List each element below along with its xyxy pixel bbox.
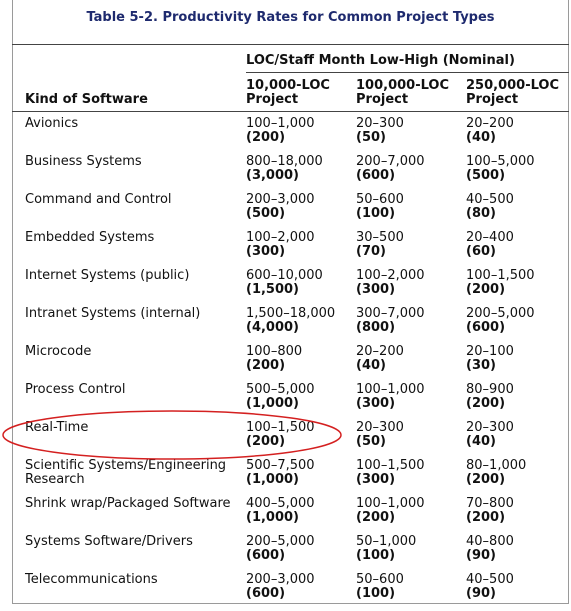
kind-of-software: Business Systems: [25, 154, 142, 169]
productivity-cell: [466, 345, 514, 373]
table-row: [0, 345, 571, 383]
nominal-value: (100): [356, 206, 396, 221]
column-header-line1: 100,000-LOC: [356, 78, 450, 93]
range-value: 100–5,000: [466, 154, 535, 169]
kind-of-software: Microcode: [25, 344, 92, 359]
kind-of-software: Scientific Systems/Engineering Research: [25, 458, 227, 487]
range-value: 100–1,500: [356, 458, 425, 473]
nominal-value: (200): [246, 358, 286, 373]
productivity-cell: [466, 421, 514, 449]
range-value: 80–1,000: [466, 458, 527, 473]
productivity-cell: [246, 117, 315, 145]
nominal-value: (90): [466, 586, 496, 601]
productivity-cell: [356, 497, 425, 525]
range-value: 20–300: [466, 420, 514, 435]
productivity-cell: [356, 155, 425, 183]
productivity-cell: [356, 459, 425, 487]
productivity-cell: [246, 193, 315, 221]
productivity-cell: [356, 117, 404, 145]
range-value: 40–500: [466, 192, 514, 207]
kind-of-software: Command and Control: [25, 192, 172, 207]
title-divider: [12, 44, 569, 45]
table-title: Table 5-2. Productivity Rates for Common Project Types: [86, 10, 495, 25]
productivity-cell: [466, 117, 514, 145]
productivity-cell: [246, 307, 335, 335]
productivity-cell: [356, 193, 404, 221]
productivity-cell: [246, 535, 315, 563]
nominal-value: (1,000): [246, 396, 300, 411]
productivity-cell: [466, 269, 535, 297]
range-value: 200–3,000: [246, 192, 315, 207]
table-row: [0, 117, 571, 155]
productivity-cell: [466, 535, 514, 563]
range-value: 100–1,000: [356, 496, 425, 511]
nominal-value: (200): [246, 130, 286, 145]
productivity-cell: [356, 307, 425, 335]
group-header-divider: [246, 72, 569, 73]
nominal-value: (300): [356, 396, 396, 411]
nominal-value: (50): [356, 434, 386, 449]
table-row: [0, 383, 571, 421]
productivity-cell: [466, 231, 514, 259]
table-row: [0, 535, 571, 573]
nominal-value: (600): [466, 320, 506, 335]
nominal-value: (200): [246, 434, 286, 449]
productivity-cell: [246, 497, 315, 525]
range-value: 50–600: [356, 572, 404, 587]
column-header-100k: [356, 79, 449, 107]
range-value: 50–600: [356, 192, 404, 207]
nominal-value: (200): [356, 510, 396, 525]
nominal-value: (600): [356, 168, 396, 183]
nominal-value: (4,000): [246, 320, 300, 335]
range-value: 1,500–18,000: [246, 306, 336, 321]
table-row: [0, 421, 571, 459]
range-value: 500–7,500: [246, 458, 315, 473]
nominal-value: (600): [246, 586, 286, 601]
nominal-value: (500): [246, 206, 286, 221]
nominal-value: (200): [466, 282, 506, 297]
kind-of-software: Intranet Systems (internal): [25, 306, 201, 321]
productivity-cell: [246, 383, 315, 411]
nominal-value: (80): [466, 206, 496, 221]
productivity-cell: [246, 573, 315, 601]
range-value: 100–1,500: [466, 268, 535, 283]
nominal-value: (40): [466, 130, 496, 145]
range-value: 600–10,000: [246, 268, 323, 283]
table-row: [0, 307, 571, 345]
range-value: 40–500: [466, 572, 514, 587]
column-header-10k: [246, 79, 330, 107]
kind-of-software: Process Control: [25, 382, 126, 397]
nominal-value: (200): [466, 510, 506, 525]
nominal-value: (3,000): [246, 168, 300, 183]
range-value: 40–800: [466, 534, 514, 549]
table-row: [0, 269, 571, 307]
range-value: 400–5,000: [246, 496, 315, 511]
productivity-cell: [246, 231, 315, 259]
column-header-line2: Project: [246, 92, 299, 107]
range-value: 80–900: [466, 382, 514, 397]
range-value: 20–200: [466, 116, 514, 131]
productivity-cell: [356, 535, 416, 563]
header-divider: [12, 111, 569, 112]
range-value: 300–7,000: [356, 306, 425, 321]
nominal-value: (1,500): [246, 282, 300, 297]
column-header-line2: Project: [356, 92, 409, 107]
productivity-cell: [246, 345, 302, 373]
kind-of-software: Internet Systems (public): [25, 268, 190, 283]
nominal-value: (100): [356, 548, 396, 563]
productivity-cell: [356, 573, 404, 601]
kind-of-software: Shrink wrap/Packaged Software: [25, 496, 231, 511]
nominal-value: (50): [356, 130, 386, 145]
productivity-cell: [466, 383, 514, 411]
column-header-250k: [466, 79, 559, 107]
nominal-value: (300): [356, 282, 396, 297]
range-value: 30–500: [356, 230, 404, 245]
column-header-line1: 250,000-LOC: [466, 78, 560, 93]
table-row: [0, 497, 571, 535]
range-value: 100–1,000: [356, 382, 425, 397]
productivity-cell: [246, 269, 323, 297]
range-value: 20–200: [356, 344, 404, 359]
range-value: 20–300: [356, 420, 404, 435]
nominal-value: (600): [246, 548, 286, 563]
table-row: [0, 459, 571, 497]
range-value: 100–800: [246, 344, 303, 359]
nominal-value: (500): [466, 168, 506, 183]
range-value: 20–100: [466, 344, 514, 359]
range-value: 200–7,000: [356, 154, 425, 169]
kind-of-software: Systems Software/Drivers: [25, 534, 193, 549]
column-header-line2: Project: [466, 92, 519, 107]
nominal-value: (40): [356, 358, 386, 373]
range-value: 20–400: [466, 230, 514, 245]
kind-of-software: Real-Time: [25, 420, 89, 435]
kind-of-software: Embedded Systems: [25, 230, 155, 245]
table-row: [0, 231, 571, 269]
productivity-cell: [466, 307, 535, 335]
group-header: LOC/Staff Month Low-High (Nominal): [246, 53, 515, 68]
table-row: [0, 155, 571, 193]
kind-column-header: Kind of Software: [25, 92, 148, 107]
nominal-value: (200): [466, 396, 506, 411]
range-value: 100–1,500: [246, 420, 315, 435]
kind-of-software: Telecommunications: [25, 572, 158, 587]
nominal-value: (300): [356, 472, 396, 487]
nominal-value: (1,000): [246, 472, 300, 487]
nominal-value: (70): [356, 244, 386, 259]
range-value: 200–3,000: [246, 572, 315, 587]
nominal-value: (60): [466, 244, 496, 259]
range-value: 100–1,000: [246, 116, 315, 131]
range-value: 500–5,000: [246, 382, 315, 397]
table-row: [0, 573, 571, 611]
range-value: 100–2,000: [246, 230, 315, 245]
productivity-cell: [356, 231, 404, 259]
productivity-cell: [246, 459, 315, 487]
productivity-cell: [246, 421, 315, 449]
nominal-value: (800): [356, 320, 396, 335]
nominal-value: (30): [466, 358, 496, 373]
nominal-value: (300): [246, 244, 286, 259]
productivity-cell: [466, 155, 535, 183]
nominal-value: (100): [356, 586, 396, 601]
productivity-cell: [356, 421, 404, 449]
productivity-cell: [466, 193, 514, 221]
column-header-line1: 10,000-LOC: [246, 78, 330, 93]
kind-of-software: Avionics: [25, 116, 79, 131]
range-value: 20–300: [356, 116, 404, 131]
range-value: 200–5,000: [246, 534, 315, 549]
nominal-value: (40): [466, 434, 496, 449]
productivity-cell: [466, 573, 514, 601]
nominal-value: (90): [466, 548, 496, 563]
productivity-cell: [356, 345, 404, 373]
productivity-cell: [246, 155, 323, 183]
nominal-value: (200): [466, 472, 506, 487]
range-value: 70–800: [466, 496, 514, 511]
range-value: 800–18,000: [246, 154, 323, 169]
productivity-cell: [356, 383, 425, 411]
productivity-cell: [356, 269, 425, 297]
range-value: 200–5,000: [466, 306, 535, 321]
range-value: 100–2,000: [356, 268, 425, 283]
productivity-cell: [466, 459, 526, 487]
range-value: 50–1,000: [356, 534, 417, 549]
nominal-value: (1,000): [246, 510, 300, 525]
table-row: [0, 193, 571, 231]
productivity-cell: [466, 497, 514, 525]
